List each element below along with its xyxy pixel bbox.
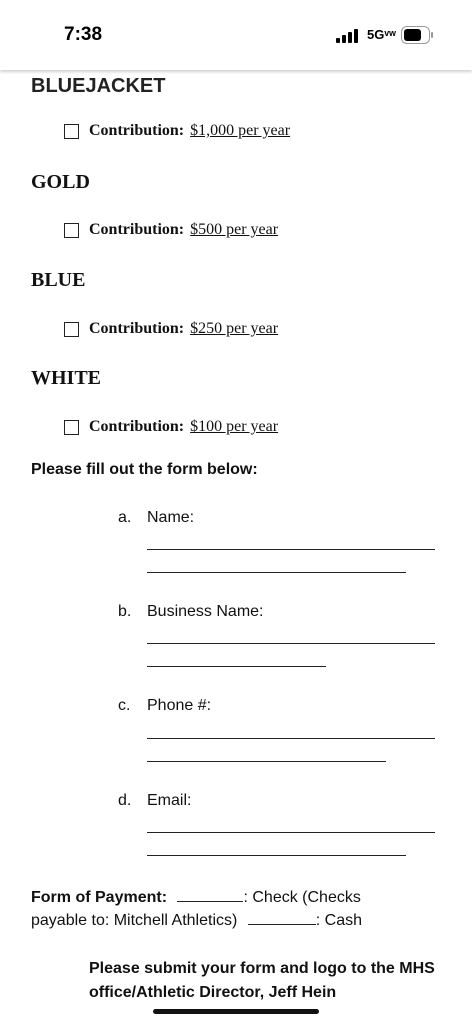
contribution-label: Contribution: xyxy=(89,122,185,139)
business-name-entry-line-1[interactable] xyxy=(147,643,435,644)
tier-title-bluejacket: BLUEJACKET xyxy=(31,75,166,97)
contribution-amount: $1,000 per year xyxy=(190,122,291,139)
cash-blank[interactable] xyxy=(248,911,316,925)
contribution-label: Contribution: xyxy=(89,221,185,238)
payment-section xyxy=(31,886,451,932)
cash-text: : Cash xyxy=(315,912,363,929)
check-blank[interactable] xyxy=(177,888,243,902)
checkbox-white[interactable] xyxy=(64,420,79,435)
email-entry-line-2[interactable] xyxy=(147,855,406,856)
tier-title-white: WHITE xyxy=(31,367,102,389)
contribution-row-gold xyxy=(64,219,278,241)
contribution-amount: $100 per year xyxy=(190,418,279,435)
name-entry-line-2[interactable] xyxy=(147,572,406,573)
field-label-text: Name: xyxy=(147,509,195,526)
submit-note: Please submit your form and logo to the MHS office/Athletic Director, Jeff Hein xyxy=(89,960,435,1001)
field-letter: b. xyxy=(118,603,132,620)
field-email-label xyxy=(118,792,191,810)
checkbox-bluejacket[interactable] xyxy=(64,124,79,139)
contribution-row-bluejacket xyxy=(64,120,290,142)
home-indicator[interactable] xyxy=(153,1009,319,1014)
field-phone-label xyxy=(118,697,211,715)
field-label-text: Phone #: xyxy=(147,697,212,714)
checkbox-blue[interactable] xyxy=(64,322,79,337)
checkbox-gold[interactable] xyxy=(64,223,79,238)
email-entry-line-1[interactable] xyxy=(147,832,435,833)
field-letter: d. xyxy=(118,792,132,809)
payment-label: Form of Payment: xyxy=(31,889,168,906)
phone-entry-line-1[interactable] xyxy=(147,738,435,739)
field-name-label xyxy=(118,509,194,527)
contribution-label: Contribution: xyxy=(89,418,185,435)
contribution-amount: $250 per year xyxy=(190,320,279,337)
payment-line-1 xyxy=(31,886,451,909)
tier-title-gold: GOLD xyxy=(31,171,90,193)
contribution-label: Contribution: xyxy=(89,320,185,337)
contribution-row-white xyxy=(64,416,278,438)
field-letter: a. xyxy=(118,509,132,526)
network-type-label: 5Gᵛʷ xyxy=(367,27,396,42)
signal-bars-icon xyxy=(336,29,360,43)
check-text: : Check (Checks xyxy=(243,889,361,906)
contribution-row-blue xyxy=(64,318,278,340)
field-label-text: Business Name: xyxy=(147,603,264,620)
name-entry-line-1[interactable] xyxy=(147,549,435,550)
payment-line-2 xyxy=(31,909,451,932)
business-name-entry-line-2[interactable] xyxy=(147,666,326,667)
field-label-text: Email: xyxy=(147,792,192,809)
field-letter: c. xyxy=(118,697,131,714)
status-bar xyxy=(0,0,472,70)
tier-title-blue: BLUE xyxy=(31,269,86,291)
form-heading: Please fill out the form below: xyxy=(31,461,258,478)
field-business-name-label xyxy=(118,603,264,621)
status-time: 7:38 xyxy=(64,24,103,45)
battery-icon xyxy=(401,26,433,44)
check-text-continued: payable to: Mitchell Athletics) xyxy=(31,912,238,929)
document-page xyxy=(0,70,472,1024)
phone-entry-line-2[interactable] xyxy=(147,761,386,762)
contribution-amount: $500 per year xyxy=(190,221,279,238)
